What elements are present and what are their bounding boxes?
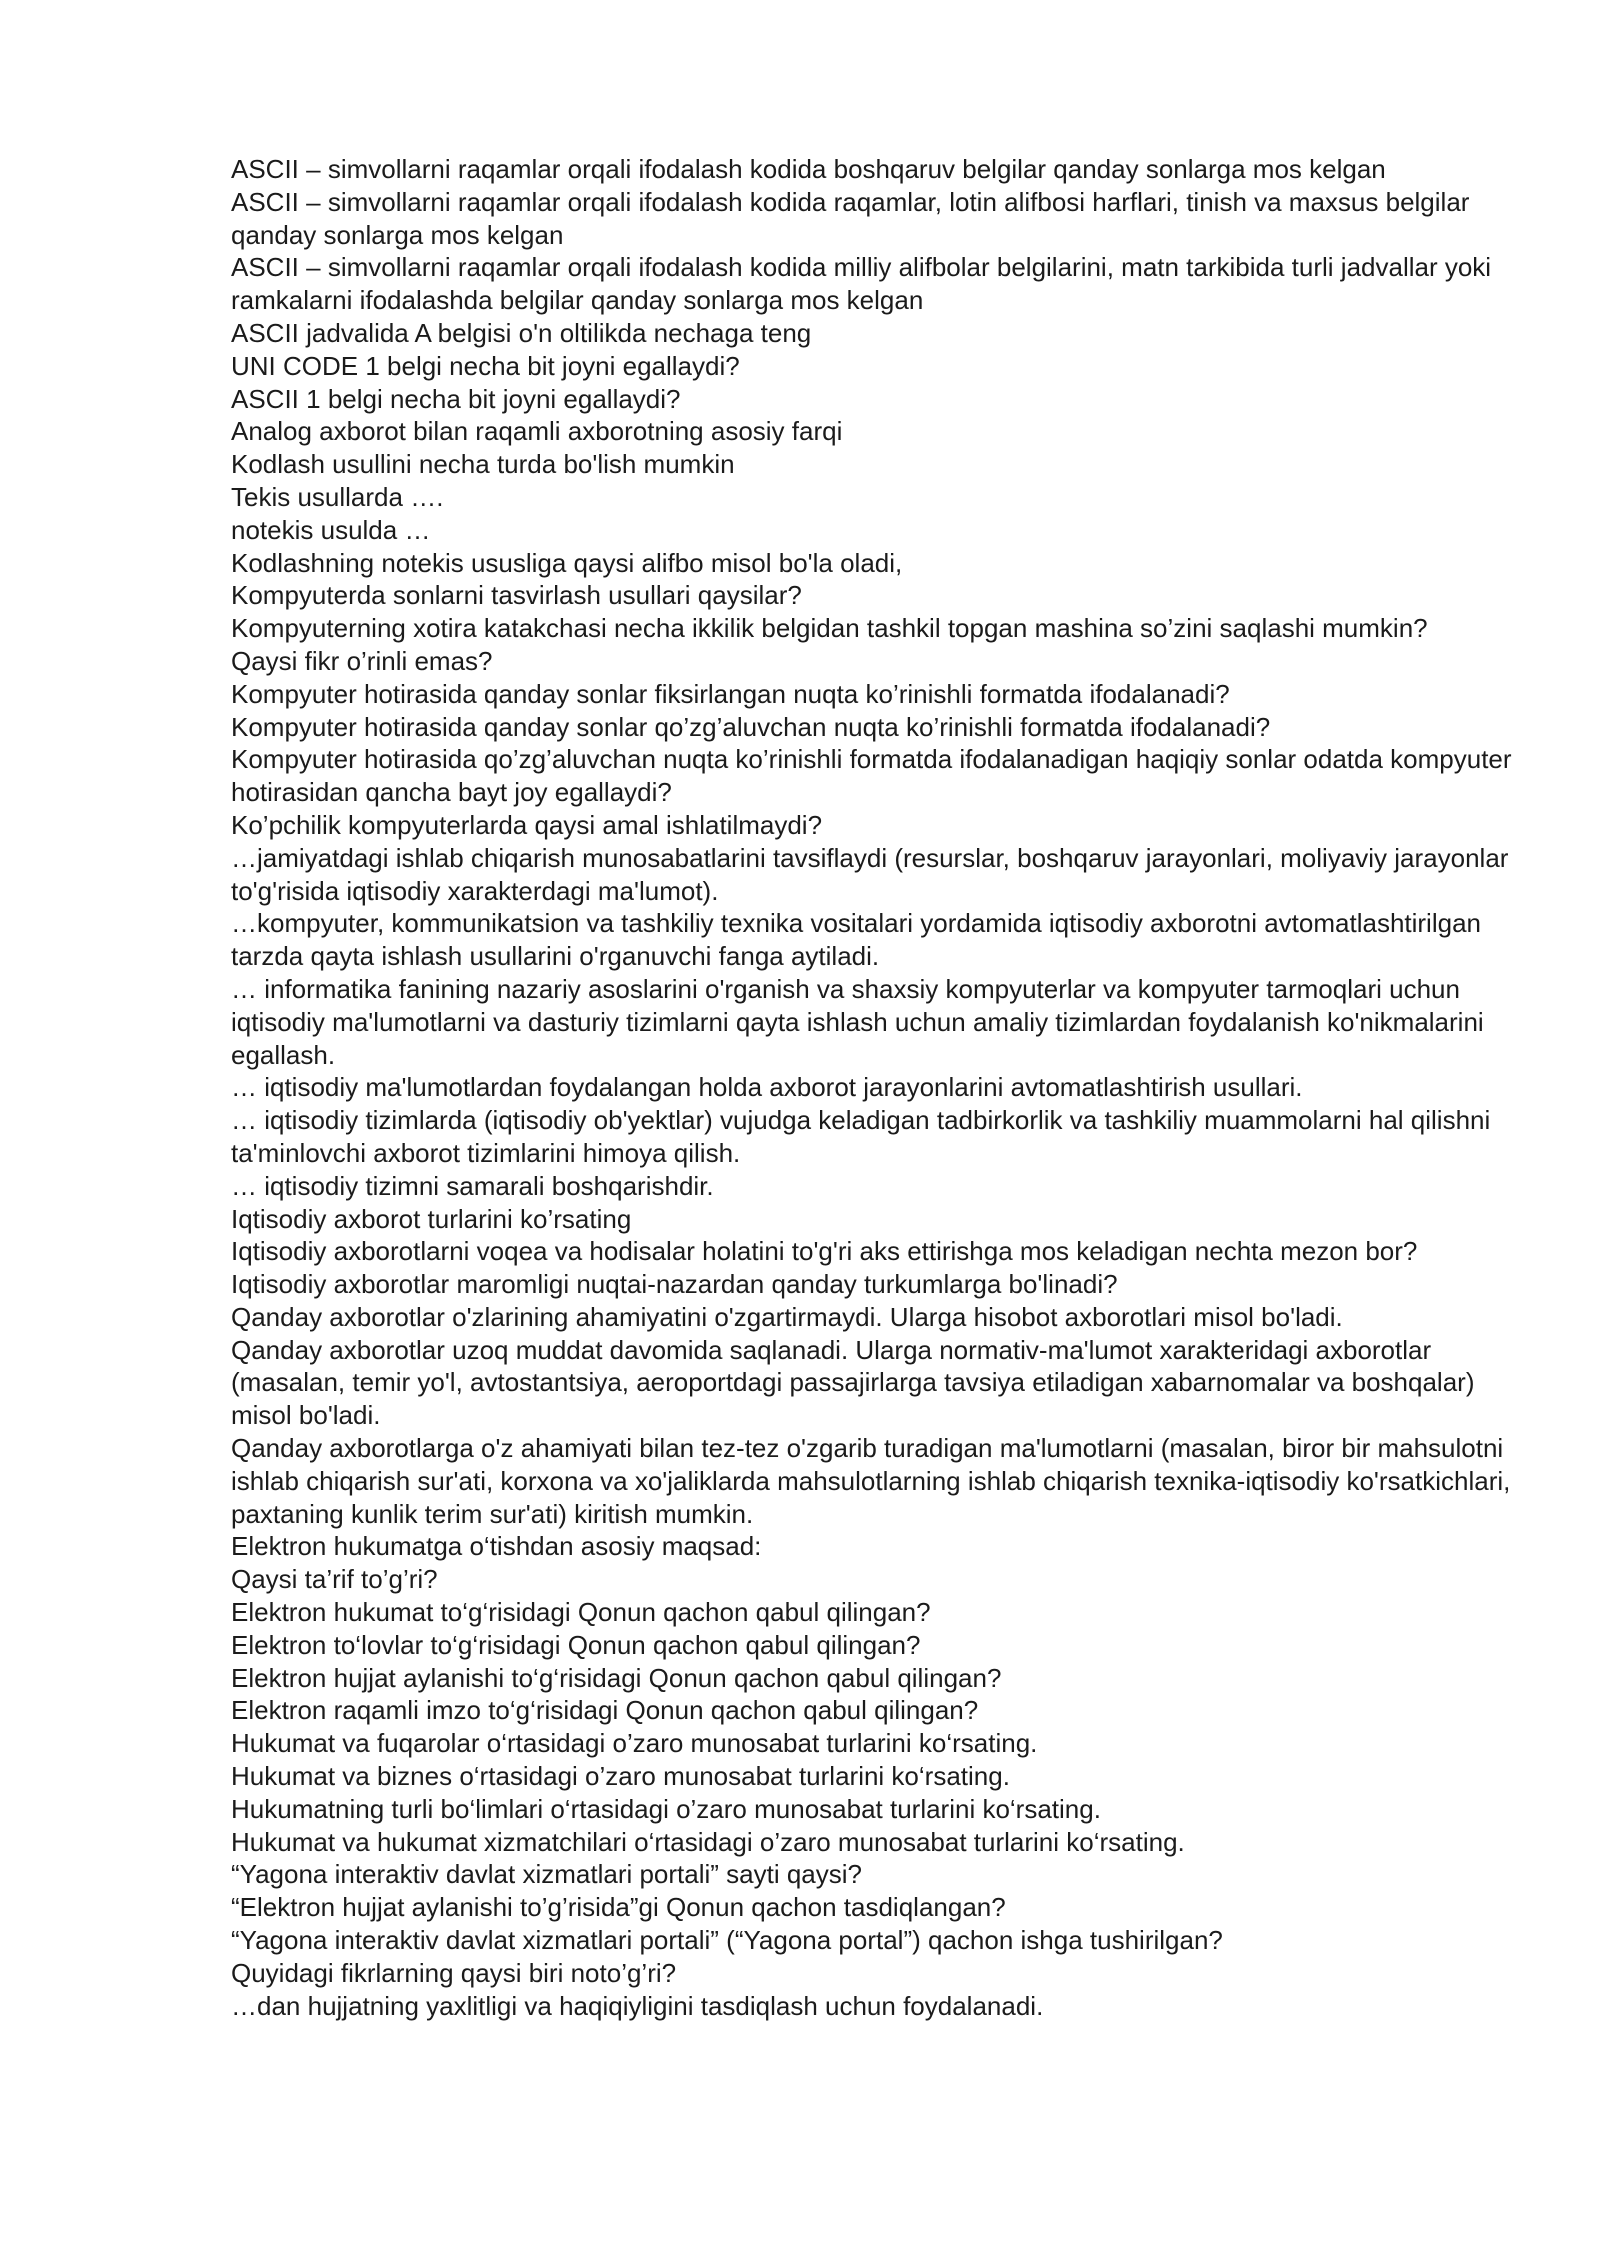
question-line: …dan hujjatning yaxlitligi va haqiqiyligini tasdiqlash uchun foydalanadi. (231, 1990, 1044, 2021)
question-line: Elektron raqamli imzo to‘g‘risidagi Qonun qachon qabul qilingan? (231, 1695, 979, 1726)
question-line: Elektron hujjat aylanishi to‘g‘risidagi Qonun qachon qabul qilingan? (231, 1662, 1002, 1693)
question-line: Qanday axborotlar uzoq muddat davomida saqlanadi. Ularga normativ-ma'lumot xarakteridagi axborotlar (masalan, temir yo'l, avtostantsiya, aeroportdagi passajirlarga tavsiya etiladigan xabarnomalar va boshqalar) misol bo'ladi. (231, 1334, 1475, 1431)
question-line: notekis usulda … (231, 514, 431, 545)
question-line: Ko’pchilik kompyuterlarda qaysi amal ishlatilmaydi? (231, 809, 823, 840)
question-line: Hukumat va hukumat xizmatchilari o‘rtasidagi o’zaro munosabat turlarini ko‘rsating. (231, 1826, 1185, 1857)
question-line: Iqtisodiy axborotlar maromligi nuqtai-nazardan qanday turkumlarga bo'linadi? (231, 1269, 1118, 1300)
question-line: Elektron hukumat to‘g‘risidagi Qonun qachon qabul qilingan? (231, 1597, 931, 1628)
question-line: Kodlashning notekis ususliga qaysi alifbo misol bo'la oladi, (231, 547, 903, 578)
question-line: … iqtisodiy tizimni samarali boshqarishdir. (231, 1170, 714, 1201)
question-line: Elektron hukumatga o‘tishdan asosiy maqsad: (231, 1531, 762, 1562)
question-line: Hukumatning turli bo‘limlari o‘rtasidagi o’zaro munosabat turlarini ko‘rsating. (231, 1793, 1101, 1824)
question-line: Kompyuter hotirasida qo’zg’aluvchan nuqta ko’rinishli formatda ifodalanadigan haqiqiy sonlar odatda kompyuter hotirasidan qancha bayt joy egallaydi? (231, 744, 1512, 808)
question-line: Analog axborot bilan raqamli axborotning asosiy farqi (231, 416, 843, 447)
question-line: …kompyuter, kommunikatsion va tashkiliy texnika vositalari yordamida iqtisodiy axborotni avtomatlashtirilgan tarzda qayta ishlash usullarini o'rganuvchi fanga aytiladi. (231, 908, 1481, 972)
question-line: Quyidagi fikrlarning qaysi biri noto’g’ri? (231, 1957, 677, 1988)
question-line: … iqtisodiy ma'lumotlardan foydalangan holda axborot jarayonlarini avtomatlashtirish usullari. (231, 1072, 1303, 1103)
question-line: Kodlash usullini necha turda bo'lish mumkin (231, 449, 735, 480)
question-line: ASCII 1 belgi necha bit joyni egallaydi? (231, 383, 681, 414)
question-line: “Yagona interaktiv davlat xizmatlari portali” (“Yagona portal”) qachon ishga tushirilgan? (231, 1925, 1223, 1956)
question-line: Qaysi fikr o’rinli emas? (231, 645, 493, 676)
question-line: Kompyuter hotirasida qanday sonlar fiksirlangan nuqta ko’rinishli formatda ifodalanadi? (231, 678, 1230, 709)
question-line: Kompyuterning xotira katakchasi necha ikkilik belgidan tashkil topgan mashina so’zini saqlashi mumkin? (231, 613, 1428, 644)
question-line: “Yagona interaktiv davlat xizmatlari portali” sayti qaysi? (231, 1859, 863, 1890)
question-line: ASCII – simvollarni raqamlar orqali ifodalash kodida milliy alifbolar belgilarini, matn tarkibida turli jadvallar yoki ramkalarni ifodalashda belgilar qanday sonlarga mos kelgan (231, 252, 1492, 316)
question-line: Qaysi ta’rif to’g’ri? (231, 1564, 438, 1595)
question-line: “Elektron hujjat aylanishi to’g’risida”gi Qonun qachon tasdiqlangan? (231, 1892, 1006, 1923)
document-text (231, 153, 1531, 2022)
question-line: ASCII jadvalida A belgisi o'n oltilikda nechaga teng (231, 317, 812, 348)
question-line: Hukumat va biznes o‘rtasidagi o’zaro munosabat turlarini ko‘rsating. (231, 1761, 1010, 1792)
question-line: Elektron to‘lovlar to‘g‘risidagi Qonun qachon qabul qilingan? (231, 1629, 921, 1660)
question-line: Iqtisodiy axborot turlarini ko’rsating (231, 1203, 632, 1234)
question-line: … informatika fanining nazariy asoslarini o'rganish va shaxsiy kompyuterlar va kompyuter tarmoqlari uchun iqtisodiy ma'lumotlarni va dasturiy tizimlarni qayta ishlash uchun amaliy tizimlardan foydalanish ko'nikmalarini egallash. (231, 973, 1484, 1070)
question-line: Qanday axborotlarga o'z ahamiyati bilan tez-tez o'zgarib turadigan ma'lumotlarni (masalan, biror bir mahsulotni ishlab chiqarish sur'ati, korxona va xo'jaliklarda mahsulotlarning ishlab chiqarish texnika-iqtisodiy ko'rsatkichlari, paxtaning kunlik terim sur'ati) kiritish mumkin. (231, 1433, 1511, 1529)
question-line: Hukumat va fuqarolar o‘rtasidagi o’zaro munosabat turlarini ko‘rsating. (231, 1728, 1038, 1759)
question-line: Iqtisodiy axborotlarni voqea va hodisalar holatini to'g'ri aks ettirishga mos keladigan nechta mezon bor? (231, 1236, 1418, 1267)
question-line: Tekis usullarda …. (231, 481, 444, 512)
question-line: ASCII – simvollarni raqamlar orqali ifodalash kodida raqamlar, lotin alifbosi harflari, tinish va maxsus belgilar qanday sonlarga mos kelgan (231, 186, 1470, 250)
question-line: Kompyuter hotirasida qanday sonlar qo’zg’aluvchan nuqta ko’rinishli formatda ifodalanadi? (231, 711, 1271, 742)
question-line: … iqtisodiy tizimlarda (iqtisodiy ob'yektlar) vujudga keladigan tadbirkorlik va tashkiliy muammolarni hal qilishni ta'minlovchi axborot tizimlarini himoya qilish. (231, 1105, 1491, 1168)
question-line: UNI CODE 1 belgi necha bit joyni egallaydi? (231, 350, 740, 381)
question-line: Qanday axborotlar o'zlarining ahamiyatini o'zgartirmaydi. Ularga hisobot axborotlari misol bo'ladi. (231, 1301, 1343, 1332)
question-line: ASCII – simvollarni raqamlar orqali ifodalash kodida boshqaruv belgilar qanday sonlarga mos kelgan (231, 154, 1386, 184)
question-line: …jamiyatdagi ishlab chiqarish munosabatlarini tavsiflaydi (resurslar, boshqaruv jarayonlari, moliyaviy jarayonlar to'g'risida iqtisodiy xarakterdagi ma'lumot). (231, 842, 1509, 906)
question-line: Kompyuterda sonlarni tasvirlash usullari qaysilar? (231, 580, 802, 611)
